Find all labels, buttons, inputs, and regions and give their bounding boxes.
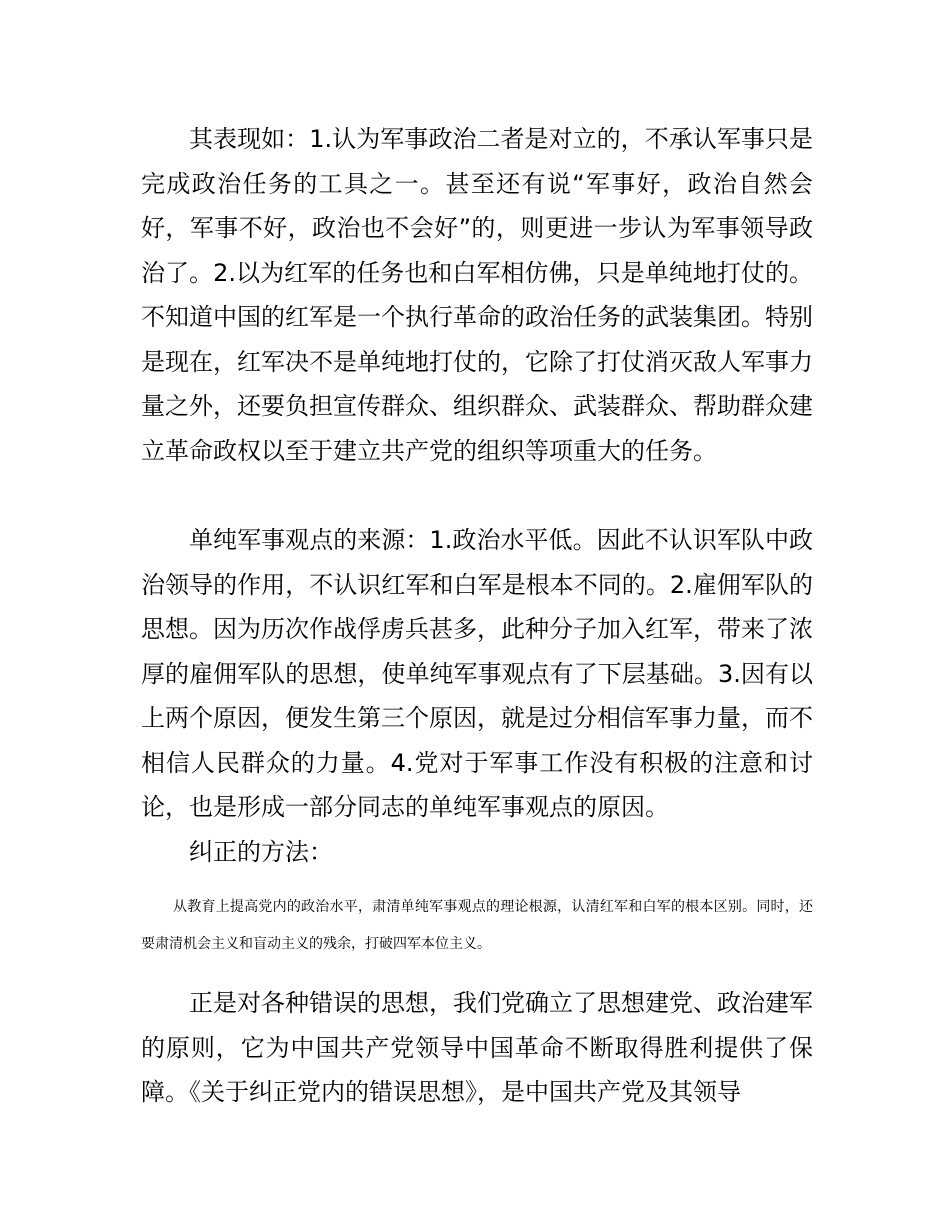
paragraph-manifestations: 其表现如：1.认为军事政治二者是对立的，不承认军事只是完成政治任务的工具之一。甚至还有说“军事好，政治自然会好，军事不好，政治也不会好”的，则更进一步认为军事领导政治了。2.以为红军的任务也和白军相仿佛，只是单纯地打仗的。不知道中国的红军是一个执行革命的政治任务的武装集团。特别是现在，红军决不是单纯地打仗的，它除了打仗消灭敌人军事力量之外，还要负担宣传群众、组织群众、武装群众、帮助群众建立革命政权以至于建立共产党的组织等项重大的任务。 (141, 125, 813, 465)
paragraph-sources: 单纯军事观点的来源：1.政治水平低。因此不认识军队中政治领导的作用，不认识红军和白军是根本不同的。2.雇佣军队的思想。因为历次作战俘虏兵甚多，此种分子加入红军，带来了浓厚的雇佣军队的思想，使单纯军事观点有了下层基础。3.因有以上两个原因，便发生第三个原因，就是过分相信军事力量，而不相信人民群众的力量。4.党对于军事工作没有积极的注意和讨论，也是形成一部分同志的单纯军事观点的原因。 (141, 526, 813, 821)
paragraph-correction-method: 从教育上提高党内的政治水平，肃清单纯军事观点的理论根源，认清红军和白军的根本区别。同时，还要肃清机会主义和盲动主义的残余，打破四军本位主义。 (141, 899, 813, 952)
paragraph-conclusion: 正是对各种错误的思想，我们党确立了思想建党、政治建军的原则，它为中国共产党领导中国革命不断取得胜利提供了保障。《关于纠正党内的错误思想》，是中国共产党及其领导 (141, 989, 813, 1106)
paragraph-correction-heading: 纠正的方法： (189, 838, 333, 866)
